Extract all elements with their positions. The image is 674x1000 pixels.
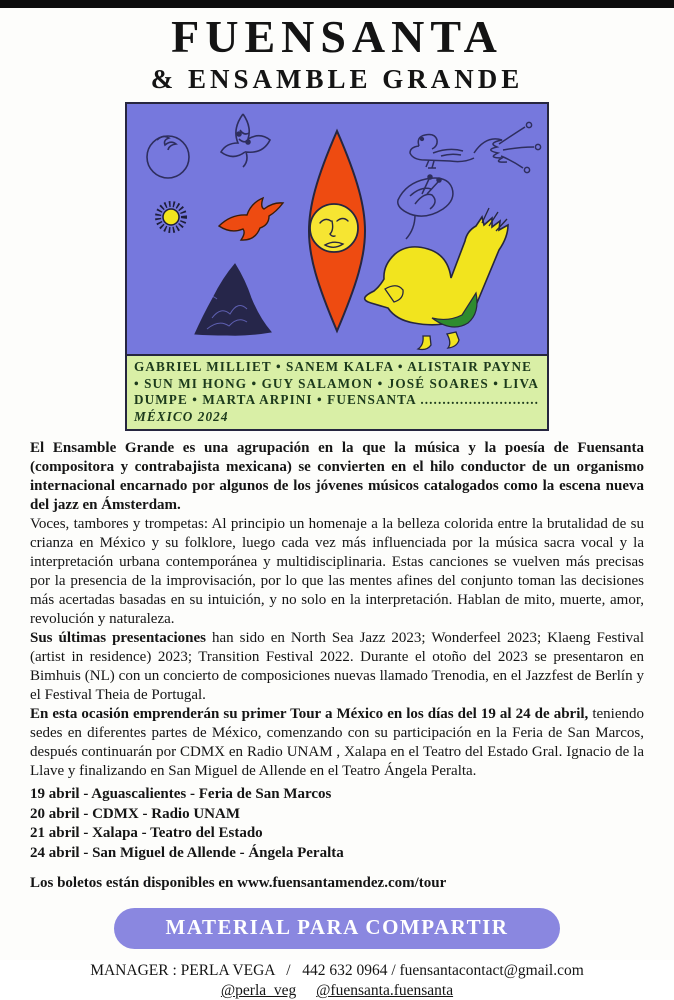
instagram-handle-fuensanta[interactable]: @fuensanta.fuensanta	[316, 982, 454, 1000]
share-button-area	[0, 908, 674, 949]
tour-dates-list	[0, 781, 674, 863]
footer	[0, 962, 674, 1000]
share-material-button[interactable]	[114, 908, 561, 949]
poster-artwork	[125, 102, 549, 431]
personnel-names: GABRIEL MILLIET • SANEM KALFA • ALISTAIR PAYNE • SUN MI HONG • GUY SALAMON • JOSÉ SOARES • LIVA DUMPE • MARTA ARPINI • FUENSANTA ...........................	[134, 359, 540, 408]
share-material-button-label: MATERIAL PARA COMPARTIR	[165, 915, 509, 940]
page-title: FUENSANTA	[171, 11, 503, 62]
paragraph-description: Voces, tambores y trompetas: Al principio un homenaje a la belleza colorida entre la brutalidad de su crianza en México y su folklore, luego cada vez más influenciada por la música sacra vocal y la interpretación urbana contemporánea y multidisciplinaria. Estas canciones se vuelven más precisas por la presencia de la improvisación, por lo que las mentes afines del conjunto toman las decisiones más acertadas basadas en su intuición, y no solo en la interpretación. Hablan de mito, muerte, amor, revolución y naturaleza.	[30, 516, 644, 628]
paragraph-presentations	[30, 629, 644, 705]
edition-label: MÉXICO 2024	[134, 408, 229, 424]
social-handles	[0, 982, 674, 1000]
tour-date: 20 abril - CDMX - Radio UNAM	[30, 805, 240, 822]
tour-date: 24 abril - San Miguel de Allende - Ángela Peralta	[30, 844, 344, 861]
presentations-lead: Sus últimas presentaciones	[30, 630, 206, 647]
body-copy	[0, 431, 674, 781]
manager-contact-line: MANAGER : PERLA VEGA / 442 632 0964 / fuensantacontact@gmail.com	[90, 962, 584, 980]
tour-lead: En esta ocasión emprenderán su primer Tour a México en los días del 19 al 24 de abril,	[30, 706, 589, 723]
masthead	[0, 12, 674, 94]
presentations-rest: han sido en North Sea Jazz 2023; Wonderfeel 2023; Klaeng Festival (artist in residence) 2023; Transition Festival 2022. Durante el otoño del 2023 se presentaron en Bimhuis (NL) con un concierto de composiciones nuevas llamado Trenodia, en el Jazzfest de Berlín y el Festival Theia de Portugal.	[30, 630, 644, 704]
paragraph-intro: El Ensamble Grande es una agrupación en la que la música y la poesía de Fuensanta (compositora y contrabajista mexicana) se convierten en el hilo conductor de un organismo internacional encarnado por algunos de los jóvenes músicos catalogados como la escena nueva del jazz en Ámsterdam.	[30, 440, 644, 514]
personnel-band	[127, 354, 547, 429]
illustration	[127, 104, 547, 354]
tour-rest: teniendo sedes en diferentes partes de México, comenzando con su participación en la Feria de San Marcos, después continuarán por CDMX en Radio UNAM , Xalapa en el Teatro del Estado Gral. Ignacio de la Llave y finalizando en San Miguel de Allende en el Teatro Ángela Peralta.	[30, 706, 645, 780]
top-border-bar	[0, 0, 674, 8]
paragraph-tour	[30, 705, 644, 781]
page-subtitle: & ENSAMBLE GRANDE	[150, 63, 524, 94]
tour-date: 19 abril - Aguascalientes - Feria de San Marcos	[30, 786, 332, 803]
tickets-info-line: Los boletos están disponibles en www.fuensantamendez.com/tour	[30, 875, 447, 892]
instagram-handle-perla[interactable]: @perla_veg	[220, 982, 297, 1000]
tour-date: 21 abril - Xalapa - Teatro del Estado	[30, 825, 263, 842]
